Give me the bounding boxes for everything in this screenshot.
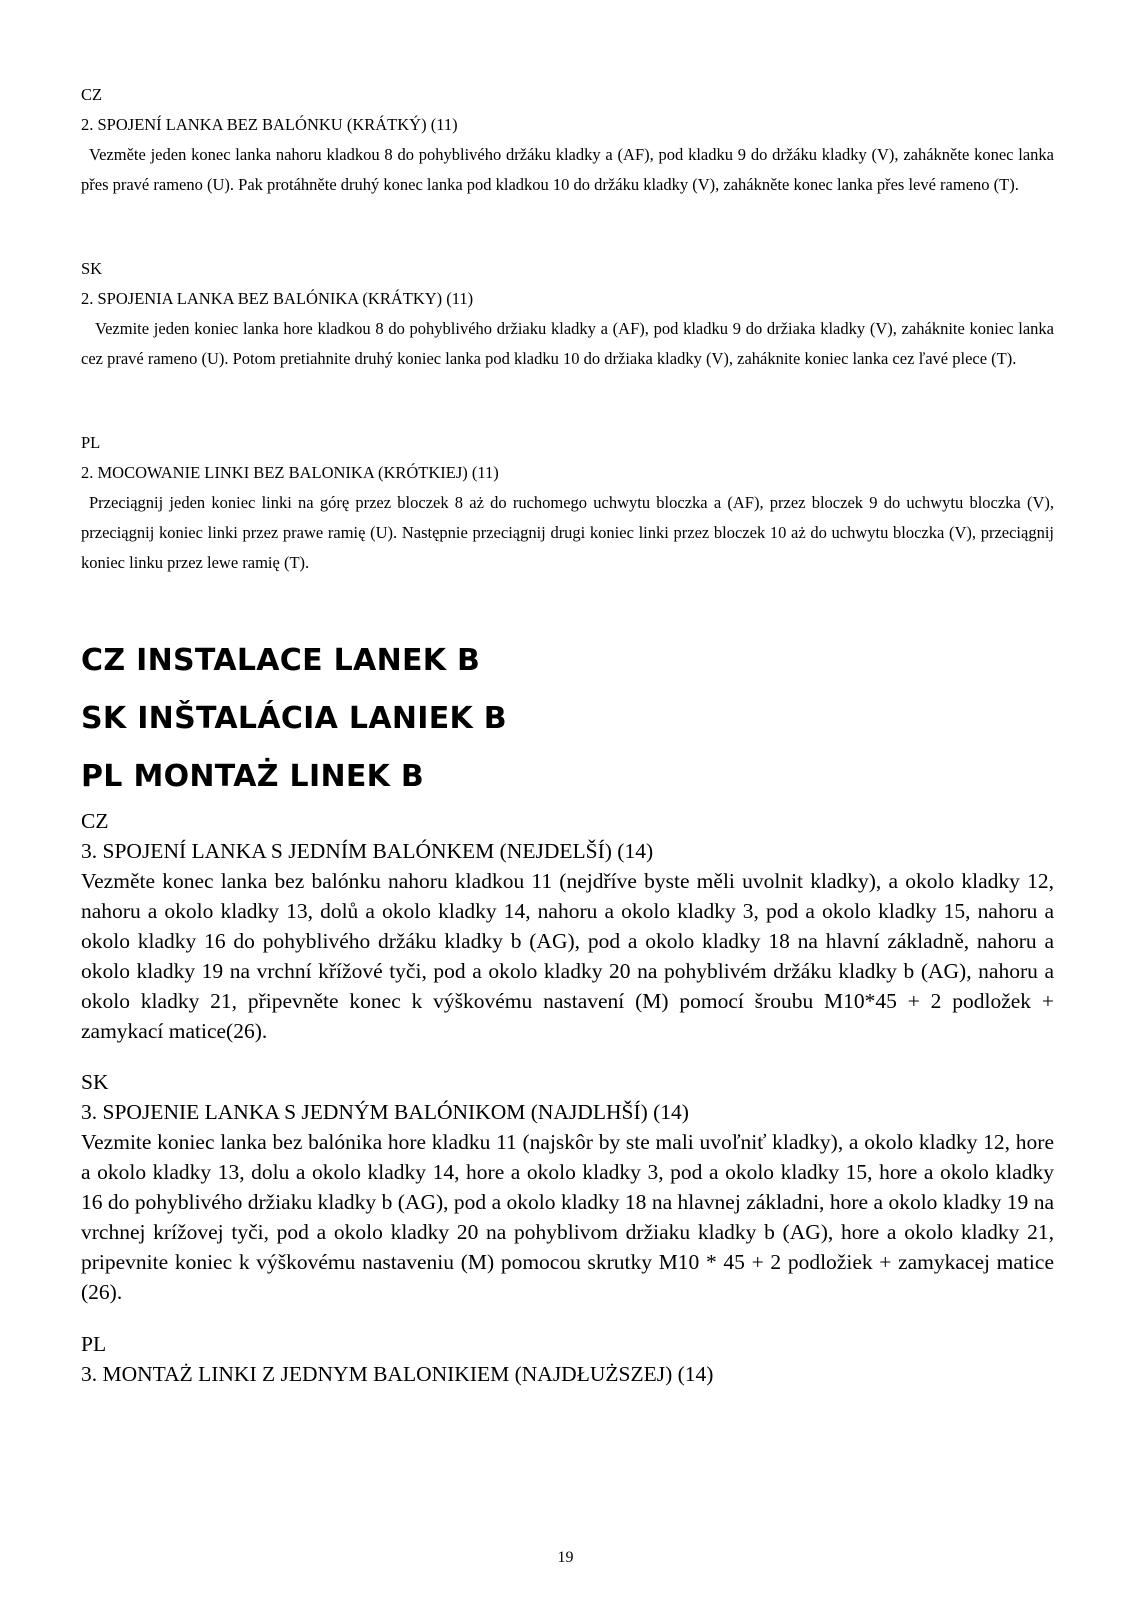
- language-label: CZ: [81, 85, 103, 104]
- language-label: PL: [81, 433, 101, 452]
- language-label: CZ: [81, 809, 109, 833]
- section-paragraph: Vezmite jeden koniec lanka hore kladkou 8 do pohyblivého držiaku kladky a (AF), pod kladku 9 do držiaka kladky (V), zaháknite koniec lanka cez pravé rameno (U). Potom pretiahnite druhý koniec lanka pod kladku 10 do držiaka kladky (V), zaháknite koniec lanka cez ľavé plece (T).: [81, 319, 1054, 368]
- section-sk-2: [81, 254, 1054, 374]
- section-pl-2: [81, 428, 1054, 578]
- title-pl: PL MONTAŻ LINEK B: [81, 759, 425, 794]
- page-number: 19: [557, 1549, 574, 1566]
- section-cz-2: [81, 80, 1054, 200]
- section-paragraph: Vezměte jeden konec lanka nahoru kladkou 8 do pohyblivého držáku kladky a (AF), pod kladku 9 do držáku kladky (V), zahákněte konec lanka přes pravé rameno (U). Pak protáhněte druhý konec lanka pod kladkou 10 do držáku kladky (V), zahákněte konec lanka přes levé rameno (T).: [81, 145, 1054, 194]
- title-sk: SK INŠTALÁCIA LANIEK B: [81, 701, 507, 736]
- section-paragraph: Vezměte konec lanka bez balónku nahoru kladkou 11 (nejdříve byste měli uvolnit kladky), a okolo kladky 12, nahoru a okolo kladky 13, dolů a okolo kladky 14, nahoru a okolo kladky 3, pod a okolo kladky 15, nahoru a okolo kladky 16 do pohyblivého držáku kladky b (AG), pod a okolo kladky 18 na hlavní základně, nahoru a okolo kladky 19 na vrchní křížové tyči, pod a okolo kladky 20 na pohyblivém držáku kladky b (AG), nahoru a okolo kladky 21, připevněte konec k výškovému nastavení (M) pomocí šroubu M10*45 + 2 podložek + zamykací matice(26).: [81, 869, 1054, 1043]
- language-label: PL: [81, 1332, 107, 1356]
- language-label: SK: [81, 1070, 109, 1094]
- section-heading: 2. SPOJENIA LANKA BEZ BALÓNIKA (KRÁTKY) (11): [81, 289, 474, 308]
- section-sk-3: [81, 1067, 1054, 1307]
- section-cz-3: [81, 806, 1054, 1046]
- section-heading: 2. SPOJENÍ LANKA BEZ BALÓNKU (KRÁTKÝ) (11): [81, 115, 458, 134]
- section-heading: 2. MOCOWANIE LINKI BEZ BALONIKA (KRÓTKIEJ) (11): [81, 463, 499, 482]
- section-heading: 3. SPOJENÍ LANKA S JEDNÍM BALÓNKEM (NEJDELŠÍ) (14): [81, 839, 654, 863]
- language-label: SK: [81, 259, 103, 278]
- section-paragraph: Przeciągnij jeden koniec linki na górę przez bloczek 8 aż do ruchomego uchwytu bloczka a (AF), przez bloczek 9 do uchwytu bloczka (V), przeciągnij koniec linki przez prawe ramię (U). Następnie przeciągnij drugi koniec linki przez bloczek 10 aż do uchwytu bloczka (V), przeciągnij koniec linku przez lewe ramię (T).: [81, 493, 1054, 572]
- section-heading: 3. SPOJENIE LANKA S JEDNÝM BALÓNIKOM (NAJDLHŠÍ) (14): [81, 1100, 689, 1124]
- title-cz: CZ INSTALACE LANEK B: [81, 643, 481, 678]
- section-heading: 3. MONTAŻ LINKI Z JEDNYM BALONIKIEM (NAJDŁUŻSZEJ) (14): [81, 1362, 714, 1386]
- section-paragraph: Vezmite koniec lanka bez balónika hore kladku 11 (najskôr by ste mali uvoľniť kladky), a okolo kladky 12, hore a okolo kladky 13, dolu a okolo kladky 14, hore a okolo kladky 3, pod a okolo kladky 15, hore a okolo kladky 16 do pohyblivého držiaku kladky b (AG), pod a okolo kladky 18 na hlavnej základni, hore a okolo kladky 19 na vrchnej krížovej tyči, pod a okolo kladky 20 na pohyblivom držiaku kladky b (AG), hore a okolo kladky 21, pripevnite koniec k výškovému nastaveniu (M) pomocou skrutky M10 * 45 + 2 podložiek + zamykacej matice (26).: [81, 1130, 1054, 1304]
- section-pl-3: [81, 1329, 1054, 1389]
